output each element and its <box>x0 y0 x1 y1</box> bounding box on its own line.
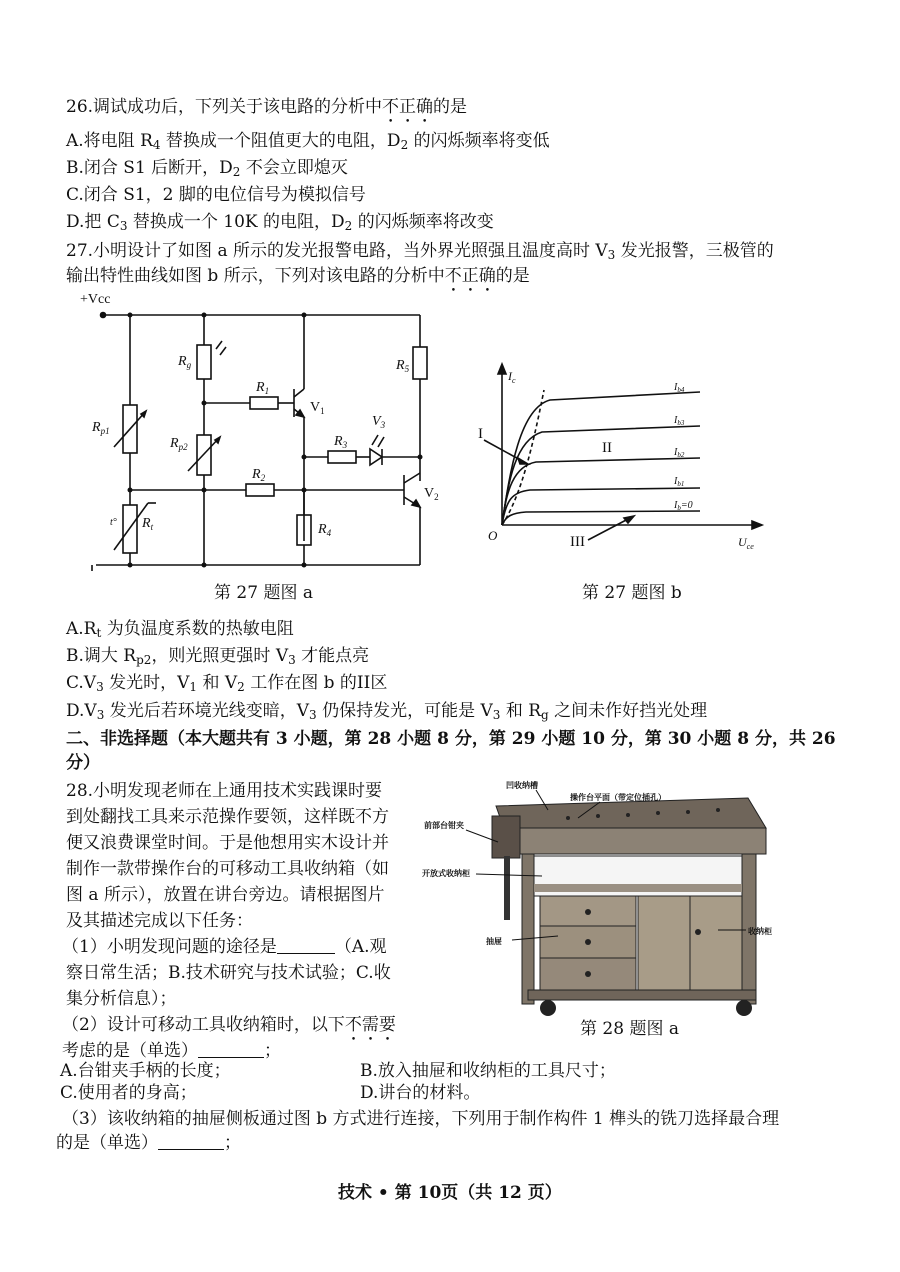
q26-option-d: D.把 $C_3$ 替换成一个 10K 的电阻，$D_2$ 的闪烁频率将改变 <box>66 212 494 233</box>
q27-stem-line1: 27.小明设计了如图 a 所示的发光报警电路，当外界光照强且温度高时 $V_3$ 发光报警，三极管的 <box>66 241 774 262</box>
answer-blank-2[interactable] <box>198 1041 264 1058</box>
q28-para-line1: 28.小明发现老师在上通用技术实践课时要 <box>66 781 383 801</box>
q28-sub1: （1）小明发现问题的途径是 （A.观 <box>62 937 387 957</box>
r1-label: $R_1$ <box>256 380 270 396</box>
fig27a-caption: 第 27 题图 a <box>214 583 313 603</box>
label-cabinet: 收纳柜 <box>748 927 772 936</box>
v2-label: $V_2$ <box>424 486 439 502</box>
answer-blank-1[interactable] <box>277 937 335 954</box>
r4-label: $R_4$ <box>318 522 332 538</box>
q27-stem-line2: 输出特性曲线如图 b 所示，下列对该电路的分析中不正确的是 <box>66 266 530 286</box>
q28-para-line2: 到处翻找工具来示范操作要领，这样既不方 <box>66 807 389 827</box>
q28-sub3-cont: 的是（单选） ； <box>56 1133 241 1153</box>
label-shelf: 开放式收纳柜 <box>422 869 470 878</box>
curve-ib0-label: $I_b=0$ <box>674 500 693 512</box>
q28-para-line4: 制作一款带操作台的可移动工具收纳箱（如 <box>66 859 389 879</box>
q26-option-c: C.闭合 S1，2 脚的电位信号为模拟信号 <box>66 185 366 205</box>
q28-sub1-cont2: 集分析信息）； <box>66 989 177 1009</box>
q28-sub1-cont1: 察日常生活；B.技术研究与技术试验；C.收 <box>66 963 391 983</box>
r3-label: $R_3$ <box>334 434 348 450</box>
curve-ib4-label: $I_{b4}$ <box>674 382 685 394</box>
x-axis-label: $U_{ce}$ <box>738 535 754 550</box>
workbench-photo <box>418 776 778 1022</box>
label-vise: 前部台钳夹 <box>424 821 464 830</box>
label-tray: 凹收纳槽 <box>506 781 538 790</box>
curve-ib2-label: $I_{b2}$ <box>674 447 685 459</box>
q27-option-b: B.调大 $R_{p2}$，则光照更强时 $V_3$ 才能点亮 <box>66 646 370 667</box>
vcc-label: +Vcc <box>80 292 111 307</box>
q27-option-c: $C.V_3$ 发光时，$V_1$ 和 $V_2$ 工作在图 b 的II区 <box>66 673 388 694</box>
circuit-diagram <box>70 285 450 575</box>
rp1-label: $R_{p1}$ <box>92 420 110 436</box>
v3-label: $V_3$ <box>372 414 386 430</box>
origin-label: O <box>488 528 498 543</box>
q28-sub2: （2）设计可移动工具收纳箱时，以下不需要 <box>62 1015 396 1035</box>
label-drawer: 抽屉 <box>486 937 502 946</box>
r2-label: $R_2$ <box>252 467 266 483</box>
q28-para-line5: 图 a 所示），放置在讲台旁边。请根据图片 <box>66 885 385 905</box>
y-axis-label: $I_c$ <box>508 369 516 385</box>
rt-label: $R_t$ <box>142 516 154 532</box>
q27-option-a: $A.R_t$ 为负温度系数的热敏电阻 <box>66 619 294 640</box>
region-2-label: II <box>602 440 612 456</box>
q28-option-c: C.使用者的身高； <box>60 1083 197 1103</box>
r5-label: $R_5$ <box>396 358 410 374</box>
section2-title-cont: 分） <box>66 753 100 773</box>
q28-sub3: （3）该收纳箱的抽屉侧板通过图 b 方式进行连接，下列用于制作构件 1 榫头的铣刀选择最合理 <box>62 1109 780 1129</box>
q28-option-d: D.讲台的材料。 <box>360 1083 481 1103</box>
output-characteristic-graph <box>470 360 770 550</box>
q27-option-d: $D.V_3$ 发光后若环境光线变暗，$V_3$ 仍保持发光，可能是 $V_3$ 和 $R_g$ 之间未作好挡光处理 <box>66 701 708 722</box>
fig28a-caption: 第 28 题图 a <box>580 1019 679 1039</box>
curve-ib3-label: $I_{b3}$ <box>674 415 685 427</box>
q28-para-line3: 便又浪费课堂时间。于是他想用实木设计并 <box>66 833 389 853</box>
t-mark: t° <box>110 517 117 528</box>
rp2-label: $R_{p2}$ <box>170 436 188 452</box>
rg-label: $R_g$ <box>178 354 192 370</box>
answer-blank-3[interactable] <box>158 1133 224 1150</box>
fig27b-caption: 第 27 题图 b <box>582 583 682 603</box>
q28-para-line6: 及其描述完成以下任务： <box>66 911 253 931</box>
region-3-label: III <box>570 534 585 550</box>
region-1-label: I <box>478 426 483 442</box>
q26-option-a: A.将电阻 $R_4$ 替换成一个阻值更大的电阻，$D_2$ 的闪烁频率将变低 <box>66 131 550 152</box>
q28-option-a: A.台钳夹手柄的长度； <box>60 1061 231 1081</box>
q28-option-b: B.放入抽屉和收纳柜的工具尺寸； <box>360 1061 616 1081</box>
section2-title: 二、非选择题（本大题共有 3 小题，第 28 小题 8 分，第 29 小题 10 分，第 30 小题 8 分，共 26 <box>66 729 836 749</box>
label-top: 操作台平面（带定位插孔） <box>570 793 666 802</box>
v1-label: $V_1$ <box>310 400 325 416</box>
q26-stem: 26.调试成功后，下列关于该电路的分析中不正确的是 <box>66 97 468 117</box>
q26-option-b: B.闭合 S1 后断开，$D_2$ 不会立即熄灭 <box>66 158 348 179</box>
page-footer: 技术 • 第 10页（共 12 页） <box>338 1183 562 1203</box>
q28-sub2-cont: 考虑的是（单选） ； <box>62 1041 281 1061</box>
curve-ib1-label: $I_{b1}$ <box>674 476 685 488</box>
